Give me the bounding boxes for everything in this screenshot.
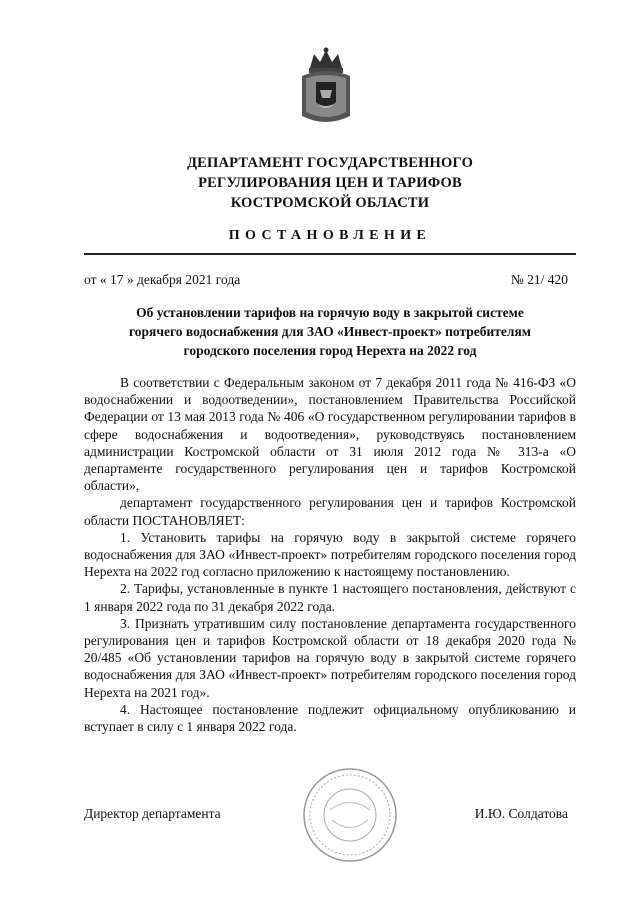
signatory-name: И.Ю. Солдатова bbox=[474, 806, 568, 821]
item-1: 1. Установить тарифы на горячую воду в закрытой системе горячего водоснабжения для ЗАО «Инвест-проект» потребителям городского поселения город Нерехта на 2022 год согласно приложению к настоящему постановлению. bbox=[84, 529, 576, 580]
preamble-paragraph: В соответствии с Федеральным законом от 7 декабря 2011 года № 416-ФЗ «О водоснабжении и водоотведении», постановлением Правительства Российской Федерации от 13 мая 2013 года № 406 «О государственном регулировании тарифов в сфере водоснабжения и водоотведения», руководствуясь постановлением администрации Костромской области от 31 июля 2012 года № 313-а «О департаменте государственного регулирования цен и тарифов Костромской области», bbox=[84, 375, 576, 494]
document-title: Об установлении тарифов на горячую воду в закрытой системе горячего водоснабжения для ЗАО «Инвест-проект» потребителям городского поселения город Нерехта на 2022 год bbox=[129, 305, 531, 358]
department-name: ДЕПАРТАМЕНТ ГОСУДАРСТВЕННОГО РЕГУЛИРОВАНИЯ ЦЕН И ТАРИФОВ КОСТРОМСКОЙ ОБЛАСТИ bbox=[186, 155, 474, 211]
coat-of-arms-icon bbox=[296, 46, 356, 128]
resolves-paragraph: департамент государственного регулирования цен и тарифов Костромской области ПОСТАНОВЛЯЕТ: bbox=[84, 495, 576, 528]
official-seal-icon bbox=[300, 765, 400, 865]
document-type: ПОСТАНОВЛЕНИЕ bbox=[228, 228, 432, 243]
document-date: от « 17 » декабря 2021 года bbox=[84, 272, 241, 287]
signatory-position: Директор департамента bbox=[84, 806, 221, 821]
document-body bbox=[84, 374, 576, 735]
item-2: 2. Тарифы, установленные в пункте 1 настоящего постановления, действуют с 1 января 2022 года по 31 декабря 2022 года. bbox=[84, 581, 576, 614]
item-4: 4. Настоящее постановление подлежит официальному опубликованию и вступает в силу с 1 января 2022 года. bbox=[84, 701, 576, 735]
document-number: № 21/ 420 bbox=[510, 272, 568, 287]
item-3: 3. Признать утратившим силу постановление департамента государственного регулирования цен и тарифов Костромской области от 18 декабря 2020 года № 20/485 «Об установлении тарифов на горячую воду в закрытой системе горячего водоснабжения для ЗАО «Инвест-проект» потребителям городского поселения город Нерехта на 2021 год». bbox=[84, 615, 576, 700]
divider bbox=[84, 253, 576, 255]
